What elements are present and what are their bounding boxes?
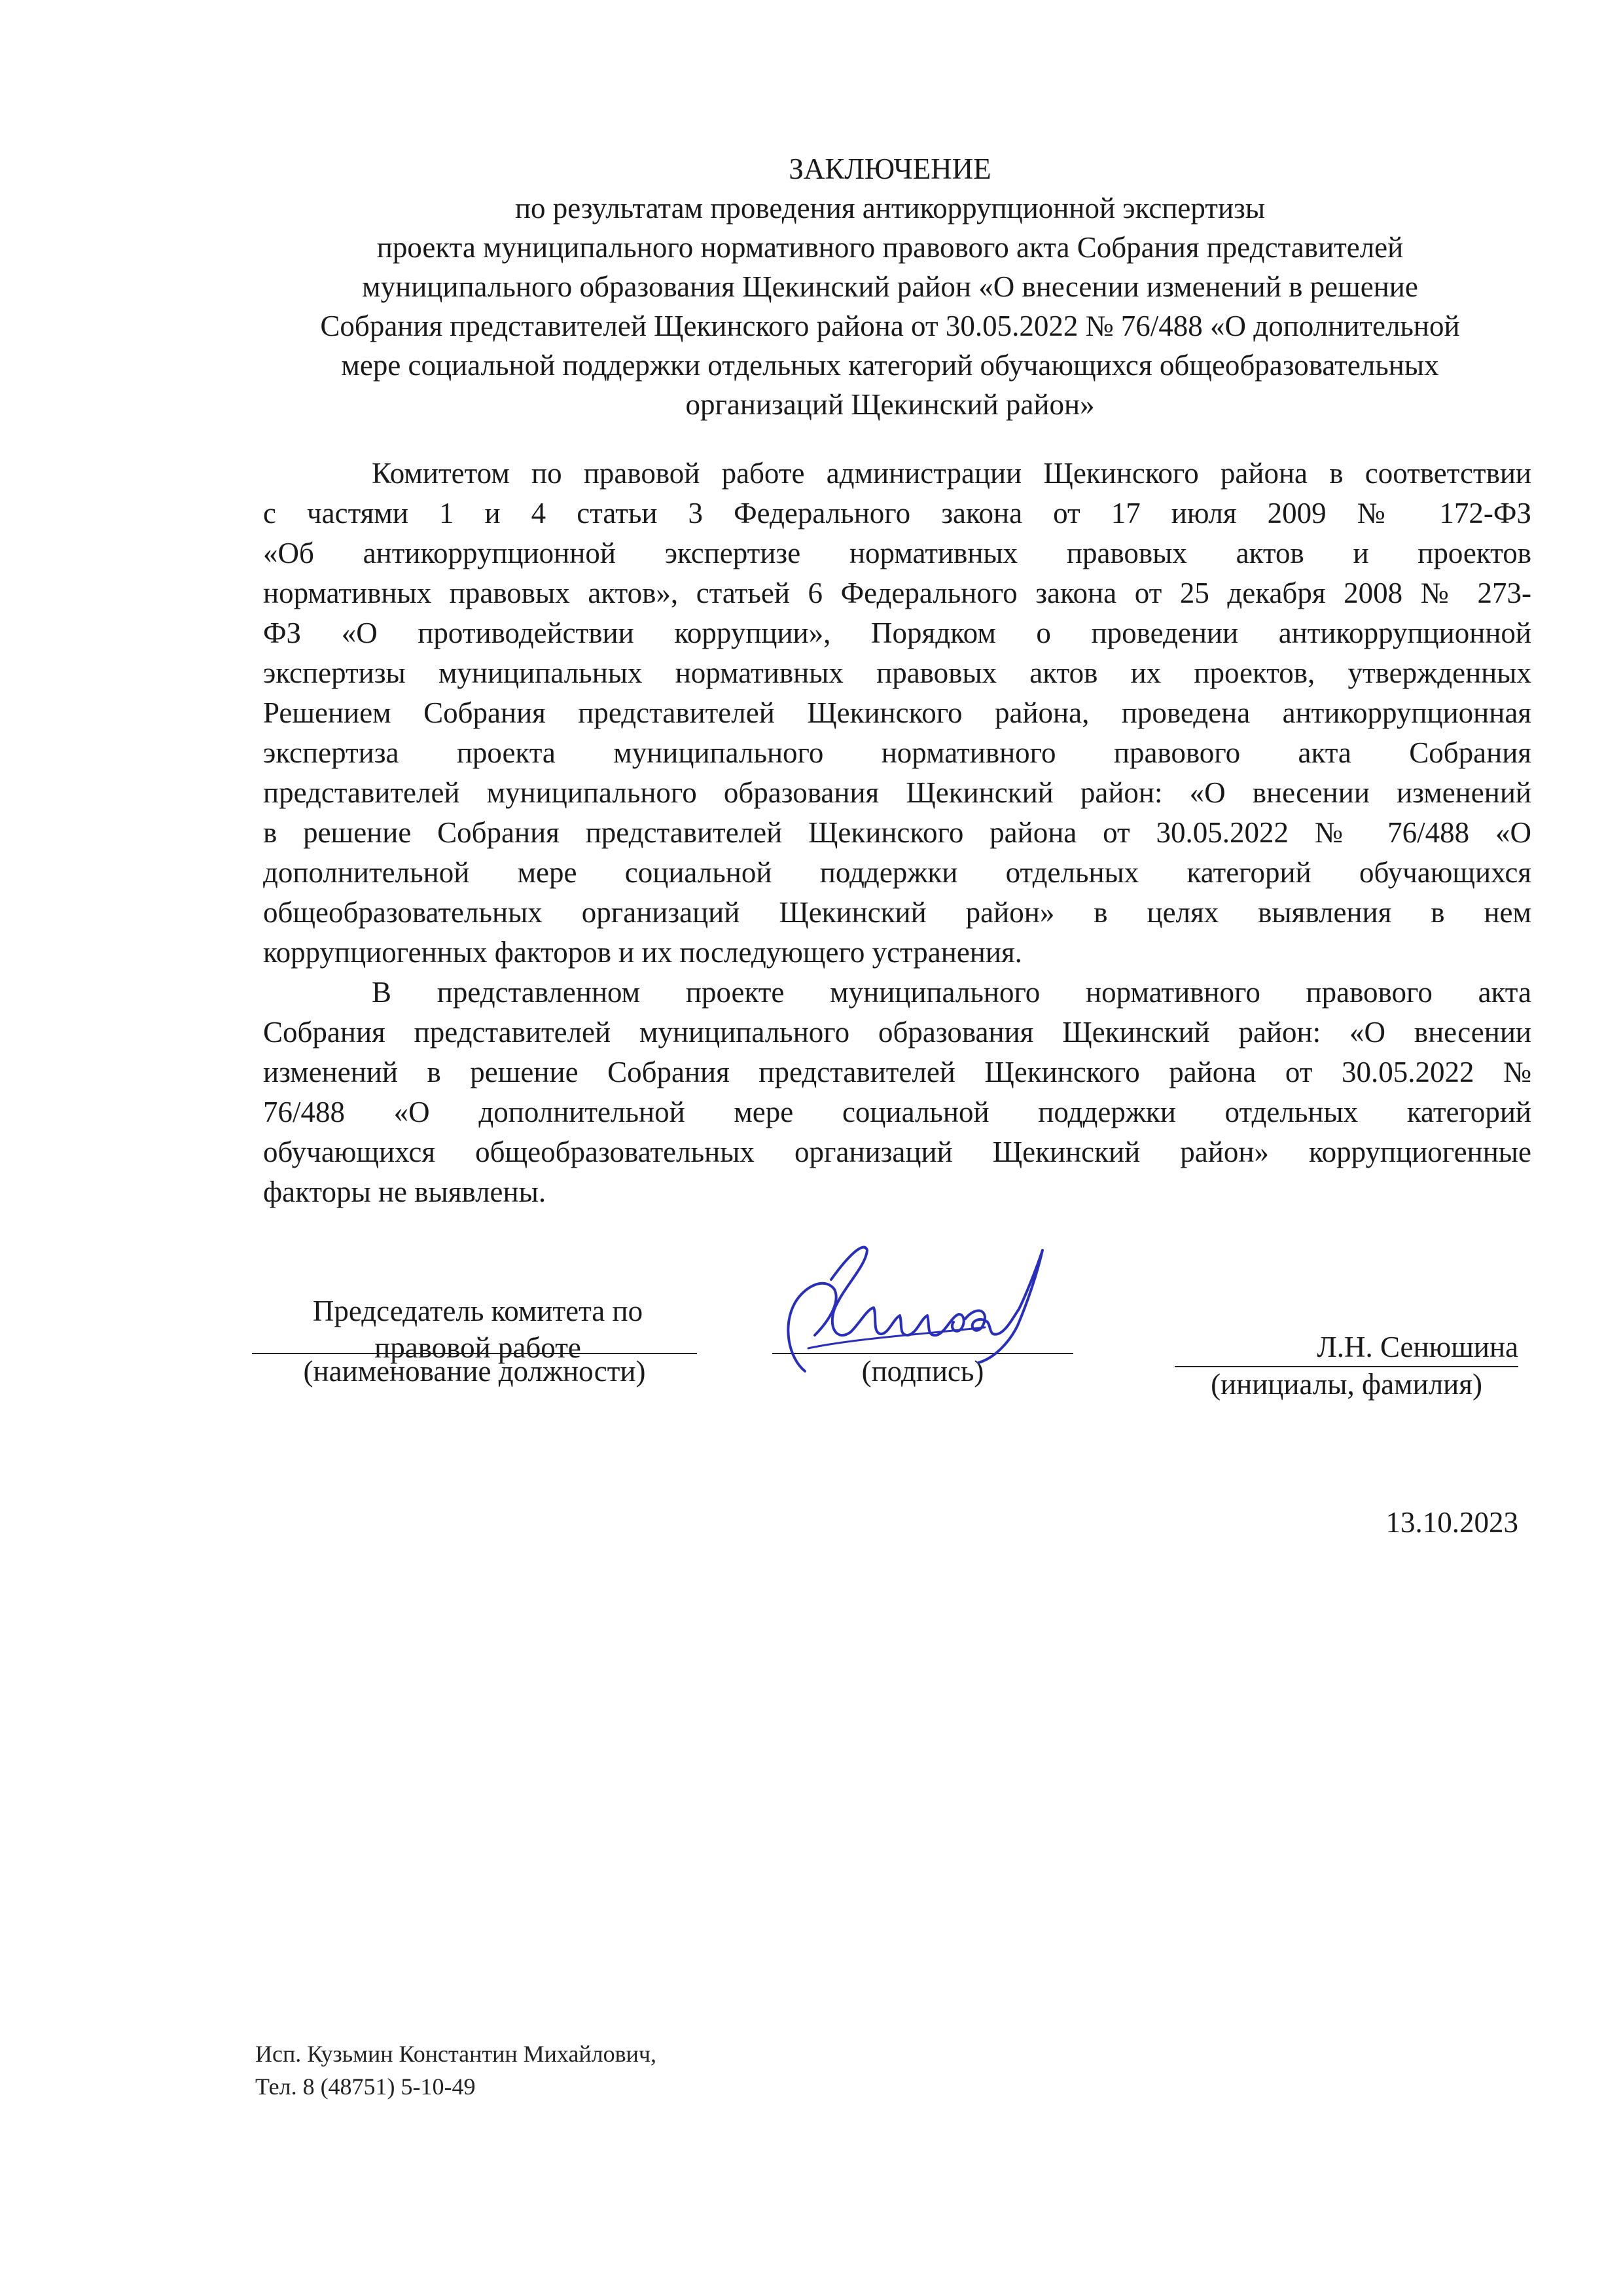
executor-info [255, 2037, 656, 2103]
handwritten-signature [769, 1211, 1070, 1394]
title-heading: ЗАКЛЮЧЕНИЕ [789, 152, 991, 185]
position-line: Председатель комитета по [312, 1295, 643, 1327]
body-line: Комитетом по правовой работе администрации Щекинского района в соответствии [372, 457, 1531, 490]
body-line: дополнительной мере социальной поддержки отдельных категорий обучающихся [263, 856, 1531, 889]
body-line: экспертизы муниципальных нормативных правовых актов их проектов, утвержденных [263, 656, 1531, 689]
body-line: общеобразовательных организаций Щекинский район» в целях выявления в нем [263, 896, 1531, 929]
title-line: по результатам проведения антикоррупционной экспертизы [514, 192, 1266, 224]
position-caption: (наименование должности) [303, 1355, 646, 1388]
body-line: представителей муниципального образования Щекинский район: «О внесении изменений [263, 776, 1531, 809]
body-line: в решение Собрания представителей Щекинского района от 30.05.2022 № 76/488 «О [263, 816, 1531, 849]
paragraph-1 [263, 454, 1531, 973]
body-line: 76/488 «О дополнительной мере социальной поддержки отдельных категорий [263, 1096, 1531, 1128]
title-line: Собрания представителей Щекинского района от 30.05.2022 № 76/488 «О дополнительной [320, 310, 1460, 342]
title-line: организаций Щекинский район» [685, 388, 1095, 421]
body-line: изменений в решение Собрания представителей Щекинского района от 30.05.2022 № [263, 1056, 1531, 1088]
document-body [263, 454, 1531, 1212]
body-line: В представленном проекте муниципального нормативного правового акта [372, 976, 1531, 1009]
signatory-name: Л.Н. Сенюшина [1317, 1331, 1518, 1363]
title-line: муниципального образования Щекинский район «О внесении изменений в решение [362, 270, 1418, 303]
position-line: правовой работе [374, 1331, 581, 1364]
executor-phone: Тел. 8 (48751) 5-10-49 [255, 2073, 476, 2100]
paragraph-2 [263, 973, 1531, 1212]
document-title [249, 149, 1531, 424]
signature-stroke [788, 1247, 1043, 1371]
body-line: факторы не выявлены. [263, 1175, 546, 1208]
document-date: 13.10.2023 [1385, 1506, 1518, 1539]
body-line: экспертиза проекта муниципального нормативного правового акта Собрания [263, 736, 1531, 769]
signature-block [0, 1211, 1623, 1446]
position-underline [252, 1353, 697, 1354]
name-underline [1175, 1366, 1518, 1367]
body-line: коррупциогенных факторов и их последующего устранения. [263, 936, 1022, 969]
body-line: обучающихся общеобразовательных организаций Щекинский район» коррупциогенные [263, 1136, 1531, 1168]
body-line: нормативных правовых актов», статьей 6 Федерального закона от 25 декабря 2008 № 273- [263, 577, 1531, 609]
title-line: мере социальной поддержки отдельных категорий обучающихся общеобразовательных [341, 349, 1439, 382]
body-line: Решением Собрания представителей Щекинского района, проведена антикоррупционная [263, 696, 1531, 729]
name-caption: (инициалы, фамилия) [1211, 1368, 1482, 1401]
body-line: «Об антикоррупционной экспертизе нормативных правовых актов и проектов [263, 537, 1531, 569]
body-line: Собрания представителей муниципального образования Щекинский район: «О внесении [263, 1016, 1531, 1049]
signature-caption: (подпись) [861, 1355, 984, 1388]
body-line: ФЗ «О противодействии коррупции», Порядком о проведении антикоррупционной [263, 617, 1531, 649]
body-line: с частями 1 и 4 статьи 3 Федерального закона от 17 июля 2009 № 172-ФЗ [263, 497, 1531, 529]
executor-name: Исп. Кузьмин Константин Михайлович, [255, 2041, 657, 2067]
title-line: проекта муниципального нормативного правового акта Собрания представителей [376, 231, 1404, 264]
